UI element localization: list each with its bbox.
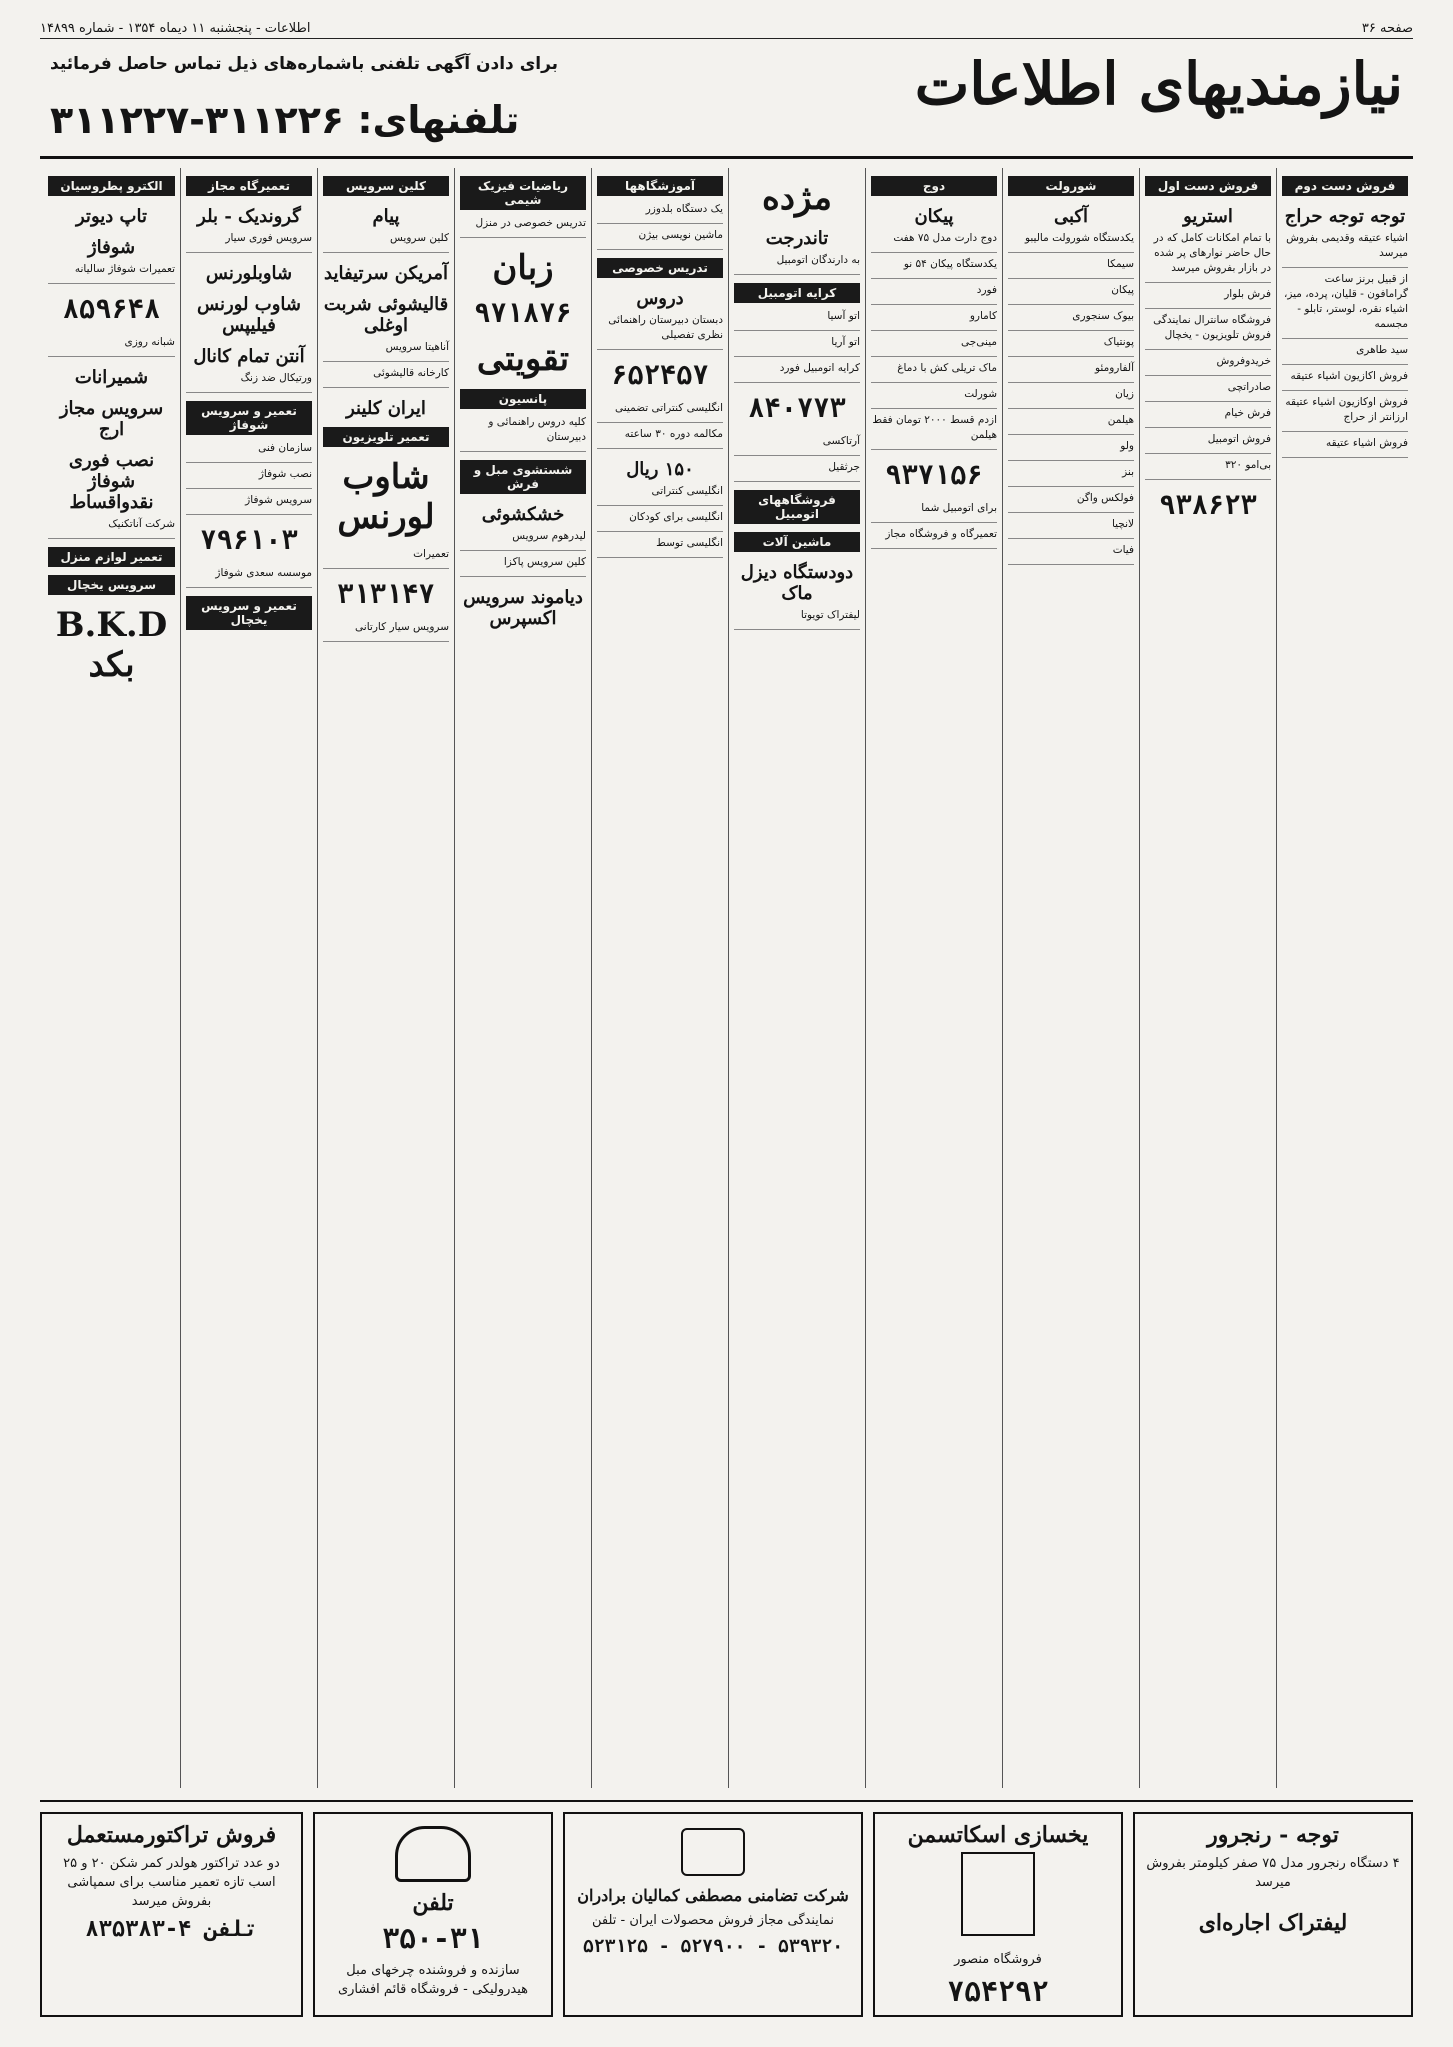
notice-title: توجه - رنجرور [1207, 1822, 1339, 1848]
ad: آلفارومئو [1008, 361, 1134, 383]
ad: سید طاهری [1282, 343, 1408, 365]
ad: برای اتومبیل شما [871, 501, 997, 523]
ad: کامارو [871, 309, 997, 331]
ad-title: تاپ دیوتر [76, 206, 147, 227]
ad-title: شاوبلورنس [205, 263, 293, 284]
big-number: ۳۱۳۱۴۷ [337, 579, 435, 610]
ad: آناهیتا سرویس [323, 340, 449, 362]
ad-title: سرویس مجاز ارج [59, 398, 164, 440]
ad: لانچیا [1008, 517, 1134, 539]
column-title: پیکان [914, 206, 954, 227]
column-8 [317, 168, 454, 1788]
ad-title: خشکشوئی [481, 504, 565, 525]
issue-line: اطلاعات - پنجشنبه ۱۱ دیماه ۱۳۵۴ - شماره ۱۴۸۹۹ [40, 20, 311, 36]
company-text: نمایندگی مجاز فروش محصولات ایران - تلفن [591, 1913, 835, 1928]
ad: فرش بلوار [1145, 287, 1271, 309]
tractor-title: فروش تراکتورمستعمل [66, 1822, 277, 1848]
column-title: شوفاژ [87, 237, 136, 258]
big-number: ۹۳۷۱۵۶ [885, 460, 983, 491]
page-label: صفحه ۳۶ [1361, 20, 1413, 36]
ad: پیکان [1008, 283, 1134, 305]
ad: شبانه روزی [48, 335, 175, 357]
ad: کلیه دروس راهنمائی و دبیرستان [460, 415, 586, 452]
column-5 [728, 168, 865, 1788]
caster-wheel-icon [395, 1826, 471, 1882]
ad: سرویس شوفاژ [186, 493, 312, 515]
section-header: کرایه اتومبیل [734, 283, 860, 303]
ad-title: نصب فوری شوفاژ نقدواقساط [68, 450, 155, 513]
ad: نصب شوفاژ [186, 467, 312, 489]
issue-topline [40, 18, 1413, 39]
ad: اتو آسیا [734, 309, 860, 331]
ad: فروش اوکازیون اشیاء عتیقه ارزانتر از حراج [1282, 395, 1408, 432]
ad: لیدرهوم سرویس [460, 529, 586, 551]
column-title: دروس [636, 288, 684, 309]
section-header: تعمیر تلویزیون [323, 427, 449, 447]
ad-title: ایران کلینر [346, 398, 426, 419]
phone-number: ۳۵۰-۳۱ [382, 1922, 484, 1955]
ad: کرایه اتومبیل فورد [734, 361, 860, 383]
section-header: پانسیون [460, 389, 586, 409]
column-title: آکبی [1053, 206, 1088, 227]
column-header: مژده [762, 178, 832, 218]
ad: فرش خیام [1145, 406, 1271, 428]
fridge-title: یخسازی اسکاتسمن [907, 1822, 1089, 1848]
tractor-box [40, 1812, 303, 2017]
column-2 [1139, 168, 1276, 1788]
ad-title: قالیشوئی شربت اوغلی [323, 294, 449, 336]
phone-text: سازنده و فروشنده چرخهای مبل هیدرولیکی - فروشگاه قائم افشاری [337, 1963, 529, 1997]
section-header: شستشوی مبل و فرش [460, 460, 586, 494]
column-header: آموزشگاهها [597, 176, 723, 196]
column-header: فروش دست اول [1145, 176, 1271, 196]
column-header: الکترو پطروسیان [48, 176, 175, 196]
company-box [563, 1812, 863, 2017]
phone-title: تلفن [412, 1890, 454, 1916]
ad-title: شاوب لورنس فیلیپس [197, 294, 301, 336]
column-header: شورولت [1008, 176, 1134, 196]
ad: سرویس سیار کارتانی [323, 620, 449, 642]
fridge-phone: ۷۵۴۲۹۲ [947, 1975, 1049, 2008]
ad-phones: تلفنهای: ۳۱۱۲۲۶-۳۱۱۲۲۷ [50, 98, 520, 142]
section-header: تعمیر لوازم منزل [48, 547, 175, 567]
column-6 [591, 168, 728, 1788]
ad: پونتیاک [1008, 335, 1134, 357]
big-number: ۸۵۹۶۴۸ [62, 294, 161, 325]
ad: ماشین نویسی بیژن [597, 228, 723, 250]
ad: کلین سرویس پاکزا [460, 555, 586, 577]
ad: دوج دارت مدل ۷۵ هفت [871, 231, 997, 253]
bottom-ads [40, 1800, 1413, 2027]
column-3 [1002, 168, 1139, 1788]
ad-title: آمریکن سرتیفاید [324, 263, 448, 284]
ad: سازمان فنی [186, 441, 312, 463]
ad: انگلیسی کنتراتی [597, 484, 723, 506]
ad: بی‌امو ۳۲۰ [1145, 458, 1271, 480]
fridge-box [873, 1812, 1123, 2017]
section-header: تدریس خصوصی [597, 258, 723, 278]
column-title: توجه توجه حراج [1284, 206, 1406, 227]
ice-machine-icon [961, 1852, 1035, 1936]
ad: فیات [1008, 543, 1134, 565]
ad: شرکت آناتکنیک [48, 517, 175, 539]
ad: به دارندگان اتومبیل [734, 253, 860, 275]
sewing-machine-icon [681, 1828, 745, 1876]
ad: دبستان دبیرستان راهنمائی نظری تفصیلی [597, 313, 723, 350]
ad-title: دیاموند سرویس اکسپرس [463, 587, 583, 629]
section-header: سرویس یخچال [48, 575, 175, 595]
column-title: گروندیک - بلر [197, 206, 301, 227]
tractor-phone: ۸۳۵۳۸۳-۴ تلفن [85, 1917, 258, 1942]
ad: ازدم قسط ۲۰۰۰ تومان فقط هیلمن [871, 413, 997, 450]
notice-box [1133, 1812, 1413, 2017]
ad: فورد [871, 283, 997, 305]
column-title: پیام [372, 206, 400, 227]
ad: موسسه سعدی شوفاژ [186, 566, 312, 588]
column-header: ریاضیات فیزیک شیمی [460, 176, 586, 210]
phone-box [313, 1812, 553, 2017]
ad: یک دستگاه بلدوزر [597, 202, 723, 224]
section-header: فروشگاههای اتومبیل [734, 490, 860, 524]
ad: سرویس فوری سیار [186, 231, 312, 253]
column-header: تعمیرگاه مجاز [186, 176, 312, 196]
ad-title: ۱۵۰ ریال [626, 459, 694, 480]
company-title: شرکت تضامنی مصطفی کمالیان برادران [577, 1886, 849, 1905]
ad: یکدستگاه پیکان ۵۴ نو [871, 257, 997, 279]
section-header: ماشین آلات [734, 532, 860, 552]
tractor-text: دو عدد تراکتور هولدر کمر شکن ۲۰ و ۲۵ اسب تازه تعمیر مناسب برای سمپاشی بفروش میرسد [63, 1856, 280, 1909]
ad: مکالمه دوره ۳۰ ساعته [597, 427, 723, 449]
ad: بیوک سنجوری [1008, 309, 1134, 331]
ad-title: تقویتی [476, 339, 570, 379]
column-title: زبان [492, 248, 554, 288]
ad: از قبیل برنز ساعت گرامافون - قلیان، پرده، میز، اشیاء نقره، لوستر، تابلو - مجسمه [1282, 272, 1408, 339]
ad: بنز [1008, 465, 1134, 487]
ad: هیلمن [1008, 413, 1134, 435]
big-number: ۹۳۸۶۲۳ [1159, 490, 1257, 521]
ad: فروش اکازیون اشیاء عتیقه [1282, 369, 1408, 391]
ad: تدریس خصوصی در منزل [460, 216, 586, 238]
ad: ورتیکال ضد زنگ [186, 371, 312, 393]
notice-text: ۴ دستگاه رنجرور مدل ۷۵ صفر کیلومتر بفروش میرسد [1146, 1856, 1400, 1890]
ad: لیفتراک تویوتا [734, 608, 860, 630]
big-number: ۹۷۱۸۷۶ [474, 298, 572, 329]
ad: فروش اتومبیل [1145, 432, 1271, 454]
ad: تعمیرگاه و فروشگاه مجاز [871, 527, 997, 549]
ad: یکدستگاه شورولت مالیبو [1008, 231, 1134, 253]
ad: آرتاکسی [734, 434, 860, 456]
lease-title: لیفتراک اجاره‌ای [1198, 1910, 1348, 1936]
column-1 [1276, 168, 1413, 1788]
column-10 [43, 168, 180, 1788]
ad: تعمیرات [323, 547, 449, 569]
ad: کلین سرویس [323, 231, 449, 253]
ad: با تمام امکانات کامل که در حال حاضر نوارهای پر شده در بازار بفروش میرسد [1145, 231, 1271, 283]
ad: زیان [1008, 387, 1134, 409]
column-header: دوج [871, 176, 997, 196]
column-header: کلین سرویس [323, 176, 449, 196]
ad-title: B.K.D بکد [55, 605, 168, 685]
column-4 [865, 168, 1002, 1788]
ad: ماک تریلی کش با دماغ [871, 361, 997, 383]
ad: سیمکا [1008, 257, 1134, 279]
ad: اشیاء عتیقه وقدیمی بفروش میرسد [1282, 231, 1408, 268]
fridge-text: فروشگاه منصور [954, 1952, 1042, 1967]
ad: فولکس واگن [1008, 491, 1134, 513]
ad-title: دودستگاه دیزل ماک [740, 562, 854, 604]
classified-columns [40, 168, 1413, 1788]
ad: خریدوفروش [1145, 354, 1271, 376]
big-number: ۶۵۲۴۵۷ [611, 360, 709, 391]
ad: انگلیسی کنتراتی تضمینی [597, 401, 723, 423]
column-7 [454, 168, 591, 1788]
ad: جرثقیل [734, 460, 860, 482]
big-number: ۸۴۰۷۷۳ [748, 393, 846, 424]
company-phone: ۵۲۳۱۲۵ - ۵۲۷۹۰۰ - ۵۳۹۳۲۰ [582, 1936, 844, 1957]
column-header: فروش دست دوم [1282, 176, 1408, 196]
masthead [40, 46, 1413, 159]
page-title: نیازمندیهای اطلاعات [914, 50, 1403, 118]
ad: اتو آریا [734, 335, 860, 357]
ad-title: آنتن تمام کانال [193, 346, 305, 367]
ad: انگلیسی توسط [597, 536, 723, 558]
ad-title: شمیرانات [74, 367, 149, 388]
column-9 [180, 168, 317, 1788]
ad: انگلیسی برای کودکان [597, 510, 723, 532]
column-title: استریو [1183, 206, 1233, 227]
ad: صادراتچی [1145, 380, 1271, 402]
ad: فروشگاه سانترال نمایندگی فروش تلویزیون - یخچال [1145, 313, 1271, 350]
section-header: تعمیر و سرویس یخچال [186, 596, 312, 630]
ad: مینی‌جی [871, 335, 997, 357]
ad: فروش اشیاء عتیقه [1282, 436, 1408, 458]
ad: ولو [1008, 439, 1134, 461]
ad: تعمیرات شوفاژ سالیانه [48, 262, 175, 284]
big-number: ۷۹۶۱۰۳ [200, 525, 298, 556]
ad: شورلت [871, 387, 997, 409]
section-header: تعمیر و سرویس شوفاژ [186, 401, 312, 435]
column-title: تاندرجت [765, 228, 829, 249]
ad-title: شاوب لورنس [337, 457, 435, 537]
call-note: برای دادن آگهی تلفنی باشماره‌های ذیل تماس حاصل فرمائید [50, 54, 559, 74]
ad: کارخانه قالیشوئی [323, 366, 449, 388]
